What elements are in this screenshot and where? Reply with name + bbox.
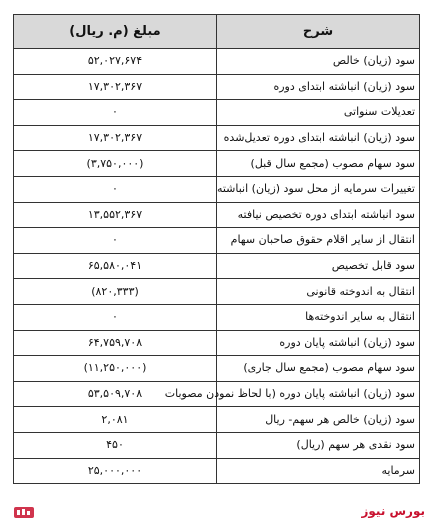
row-description: انتقال از سایر اقلام حقوق صاحبان سهام <box>217 228 420 254</box>
profit-distribution-table <box>13 14 420 484</box>
table-row <box>14 228 420 254</box>
row-value: ۵۲,۰۲۷,۶۷۴ <box>14 49 217 75</box>
row-description: انتقال به سایر اندوخته‌ها <box>217 304 420 330</box>
row-description: سود سهام مصوب (مجمع سال قبل) <box>217 151 420 177</box>
row-description: تغییرات سرمایه از محل سود (زیان) انباشته <box>217 176 420 202</box>
row-description: سود (زیان) انباشته پایان دوره <box>217 330 420 356</box>
row-value: ۵۳,۵۰۹,۷۰۸ <box>14 381 217 407</box>
watermark: بورس نیوز <box>361 504 425 518</box>
table-body <box>14 49 420 484</box>
row-description: تعدیلات سنواتی <box>217 100 420 126</box>
table-row <box>14 49 420 75</box>
table-row <box>14 202 420 228</box>
table-header-row <box>14 15 420 49</box>
row-value: ۰ <box>14 100 217 126</box>
table-row <box>14 253 420 279</box>
row-value: ۶۴,۷۵۹,۷۰۸ <box>14 330 217 356</box>
row-value: (۱۱,۲۵۰,۰۰۰) <box>14 356 217 382</box>
row-description: سرمایه <box>217 458 420 484</box>
table-row <box>14 74 420 100</box>
row-value: ۰ <box>14 304 217 330</box>
table-row <box>14 100 420 126</box>
row-value: ۶۵,۵۸۰,۰۴۱ <box>14 253 217 279</box>
table-row <box>14 125 420 151</box>
row-value: (۸۲۰,۳۳۳) <box>14 279 217 305</box>
news-logo-icon <box>13 504 35 520</box>
row-value: ۱۳,۵۵۲,۳۶۷ <box>14 202 217 228</box>
table-row <box>14 458 420 484</box>
row-value: ۴۵۰ <box>14 432 217 458</box>
row-description: سود انباشته ابتدای دوره تخصیص نیافته <box>217 202 420 228</box>
table-row <box>14 304 420 330</box>
table-row <box>14 279 420 305</box>
row-description: سود (زیان) انباشته ابتدای دوره تعدیل‌شده <box>217 125 420 151</box>
table-row <box>14 176 420 202</box>
table-row <box>14 381 420 407</box>
row-description: سود (زیان) انباشته ابتدای دوره <box>217 74 420 100</box>
row-value: ۲,۰۸۱ <box>14 407 217 433</box>
row-description: سود نقدی هر سهم (ریال) <box>217 432 420 458</box>
table-row <box>14 151 420 177</box>
row-value: ۲۵,۰۰۰,۰۰۰ <box>14 458 217 484</box>
row-description: سود (زیان) خالص هر سهم- ریال <box>217 407 420 433</box>
row-value: ۰ <box>14 228 217 254</box>
row-description: سود قابل تخصیص <box>217 253 420 279</box>
row-description: سود (زیان) خالص <box>217 49 420 75</box>
table-row <box>14 356 420 382</box>
table-row <box>14 330 420 356</box>
header-amount: مبلغ (م. ریال) <box>14 15 217 49</box>
table-row <box>14 432 420 458</box>
row-value: (۳,۷۵۰,۰۰۰) <box>14 151 217 177</box>
row-description: انتقال به اندوخته قانونی <box>217 279 420 305</box>
row-description: سود سهام مصوب (مجمع سال جاری) <box>217 356 420 382</box>
row-description: سود (زیان) انباشته پایان دوره (با لحاظ نمودن مصوبات <box>217 381 420 407</box>
row-value: ۱۷,۳۰۲,۳۶۷ <box>14 125 217 151</box>
row-value: ۱۷,۳۰۲,۳۶۷ <box>14 74 217 100</box>
row-value: ۰ <box>14 176 217 202</box>
header-description: شرح <box>217 15 420 49</box>
table-row <box>14 407 420 433</box>
